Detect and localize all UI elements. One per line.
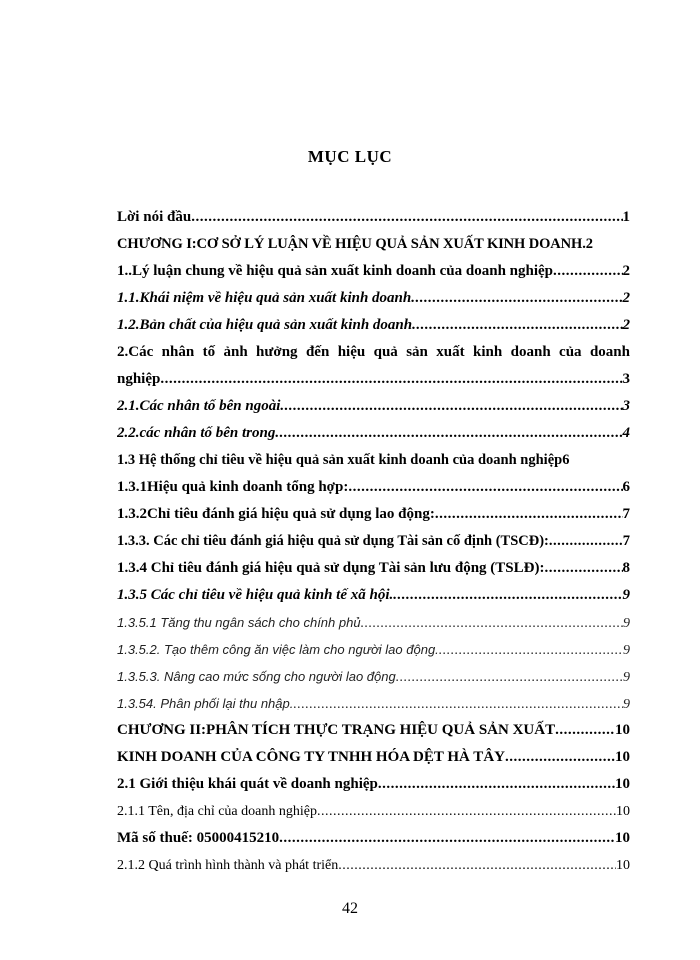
toc-entry-label: 1.3.2Chỉ tiêu đánh giá hiệu quả sử dụng lao động: (117, 506, 435, 522)
toc-entry[interactable] (117, 258, 630, 285)
dot-leader (191, 204, 622, 231)
toc-entry[interactable] (117, 501, 630, 528)
toc-entry-label: 1.3 Hệ thống chỉ tiêu về hiệu quả sản xuất kinh doanh của doanh nghiệp (117, 452, 563, 468)
toc-entry-label: 1.3.1Hiệu quả kinh doanh tổng hợp: (117, 479, 349, 495)
toc-entry-label: 2.1.2 Quá trình hình thành và phát triển (117, 858, 339, 873)
toc-entry-page: 10 (615, 776, 630, 792)
toc-entry-page: 10 (616, 804, 630, 819)
toc-entry[interactable] (117, 312, 630, 339)
dot-leader (348, 474, 622, 501)
toc-entry-label: 2.1 Giới thiệu khái quát về doanh nghiệp (117, 776, 378, 792)
toc-entry[interactable] (117, 339, 630, 393)
toc-entry[interactable] (117, 447, 630, 474)
dot-leader (275, 420, 622, 447)
toc-entry[interactable] (117, 717, 630, 744)
dot-leader (412, 312, 622, 339)
toc-entry-page: 4 (622, 425, 630, 441)
toc-entry-page: 6 (562, 452, 570, 468)
toc-entry-label: 1.3.4 Chỉ tiêu đánh giá hiệu quả sử dụng Tài sản lưu động (TSLĐ): (117, 560, 545, 576)
toc-entry-page: 9 (622, 587, 630, 603)
toc-entry-label: 1..Lý luận chung về hiệu quả sản xuất kinh doanh của doanh nghiệp (117, 263, 554, 279)
toc-entry-label: Lời nói đầu (117, 209, 192, 225)
toc-entry-label: 2.2.các nhân tố bên trong (117, 425, 276, 441)
toc-entry[interactable] (117, 798, 630, 825)
dot-leader (439, 637, 623, 663)
toc-entry[interactable] (117, 744, 630, 771)
toc-entry-label: 1.3.54. Phân phối lại thu nhập. (117, 696, 294, 711)
toc-entry-label-line1: 2.Các nhân tố ảnh hưởng đến hiệu quả sản xuất kinh doanh của doanh (117, 344, 630, 360)
dot-leader (279, 825, 615, 852)
page-number: 42 (342, 900, 358, 917)
toc-entry-label: 1.2.Bản chất của hiệu quả sản xuất kinh doanh (117, 317, 413, 333)
toc-entry-page: 10 (615, 722, 630, 738)
toc-entry-page: 8 (622, 560, 630, 576)
toc-entry[interactable] (117, 528, 630, 555)
toc-entry[interactable] (117, 204, 630, 231)
toc-entry-label: KINH DOANH CỦA CÔNG TY TNHH HÓA DỆT HÀ TÂY (117, 749, 505, 765)
toc-entry-page: 10 (616, 858, 630, 873)
dot-leader (378, 771, 615, 798)
toc-entry-page: 2 (622, 317, 630, 333)
toc-entry-page: 2 (622, 263, 630, 279)
toc-entry[interactable] (117, 636, 630, 663)
toc-entry[interactable] (117, 555, 630, 582)
dot-leader (505, 744, 615, 771)
toc-entry-page: 9 (623, 643, 630, 658)
toc-entry-page: 9 (623, 616, 630, 631)
toc-entry-page: 2 (622, 290, 630, 306)
toc-entry[interactable] (117, 285, 630, 312)
toc-entry-label: 1.1.Khái niệm về hiệu quả sản xuất kinh doanh (117, 290, 412, 306)
toc-entry-label: 1.3.5.2. Tạo thêm công ăn việc làm cho người lao động. (117, 642, 439, 657)
page-title: MỤC LỤC (307, 147, 393, 166)
toc-entry-page: 3 (622, 371, 630, 387)
toc-entry[interactable] (117, 231, 630, 258)
toc-entry-label: 1.3.3. Các chỉ tiêu đánh giá hiệu quả sử dụng Tài sản cố định (TSCĐ): (117, 533, 549, 549)
toc-entry-label: 2.1.Các nhân tố bên ngoài (117, 398, 281, 414)
toc-entry-label: 2.1.1 Tên, địa chỉ của doanh nghiệp (117, 804, 317, 819)
dot-leader (280, 393, 622, 420)
dot-leader (411, 285, 622, 312)
dot-leader (317, 798, 616, 825)
toc-entry[interactable] (117, 690, 630, 717)
toc-entry[interactable] (117, 852, 630, 879)
toc-entry-label: CHƯƠNG II:PHÂN TÍCH THỰC TRẠNG HIỆU QUẢ SẢN XUẤT (117, 722, 556, 738)
toc-entry-page: 10 (615, 749, 630, 765)
toc-entry[interactable] (117, 609, 630, 636)
toc-entry-page: 2 (585, 236, 593, 252)
dot-leader (338, 852, 616, 879)
toc-entry-page: 10 (615, 830, 630, 846)
dot-leader (393, 582, 622, 609)
toc-entry-label: 1.3.5.1 Tăng thu ngân sách cho chính phủ (117, 615, 361, 630)
dot-leader (549, 528, 623, 555)
dot-leader (396, 664, 623, 690)
toc-entry-label: CHƯƠNG I:CƠ SỞ LÝ LUẬN VỀ HIỆU QUẢ SẢN XUẤT KINH DOANH. (117, 236, 586, 252)
toc-entry-page: 1 (622, 209, 630, 225)
dot-leader (435, 501, 623, 528)
toc-entry[interactable] (117, 771, 630, 798)
toc-entry-label: nghiệp (117, 371, 161, 387)
toc-entry-page: 3 (622, 398, 630, 414)
toc-entry-page: 9 (623, 697, 630, 712)
toc-entry[interactable] (117, 474, 630, 501)
toc-entry[interactable] (117, 420, 630, 447)
dot-leader (555, 717, 615, 744)
toc-entry-page: 7 (622, 506, 630, 522)
toc-entry-label: Mã số thuế: 05000415210 (117, 830, 280, 846)
dot-leader (293, 691, 623, 717)
toc-entry-label: 1.3.5.3. Nâng cao mức sống cho người lao động (117, 669, 396, 684)
toc-entry-label: 1.3.5 Các chỉ tiêu về hiệu quả kinh tế xã hội. (117, 587, 394, 603)
toc-entry[interactable] (117, 393, 630, 420)
toc-entry-page: 6 (622, 479, 630, 495)
toc-entry-page: 7 (622, 533, 630, 549)
toc-entry-page: 9 (623, 670, 630, 685)
dot-leader (160, 366, 622, 393)
dot-leader (544, 555, 622, 582)
toc-entry[interactable] (117, 582, 630, 609)
table-of-contents (117, 204, 630, 879)
toc-entry[interactable] (117, 663, 630, 690)
dot-leader (553, 258, 622, 285)
toc-entry[interactable] (117, 825, 630, 852)
dot-leader (361, 610, 623, 636)
